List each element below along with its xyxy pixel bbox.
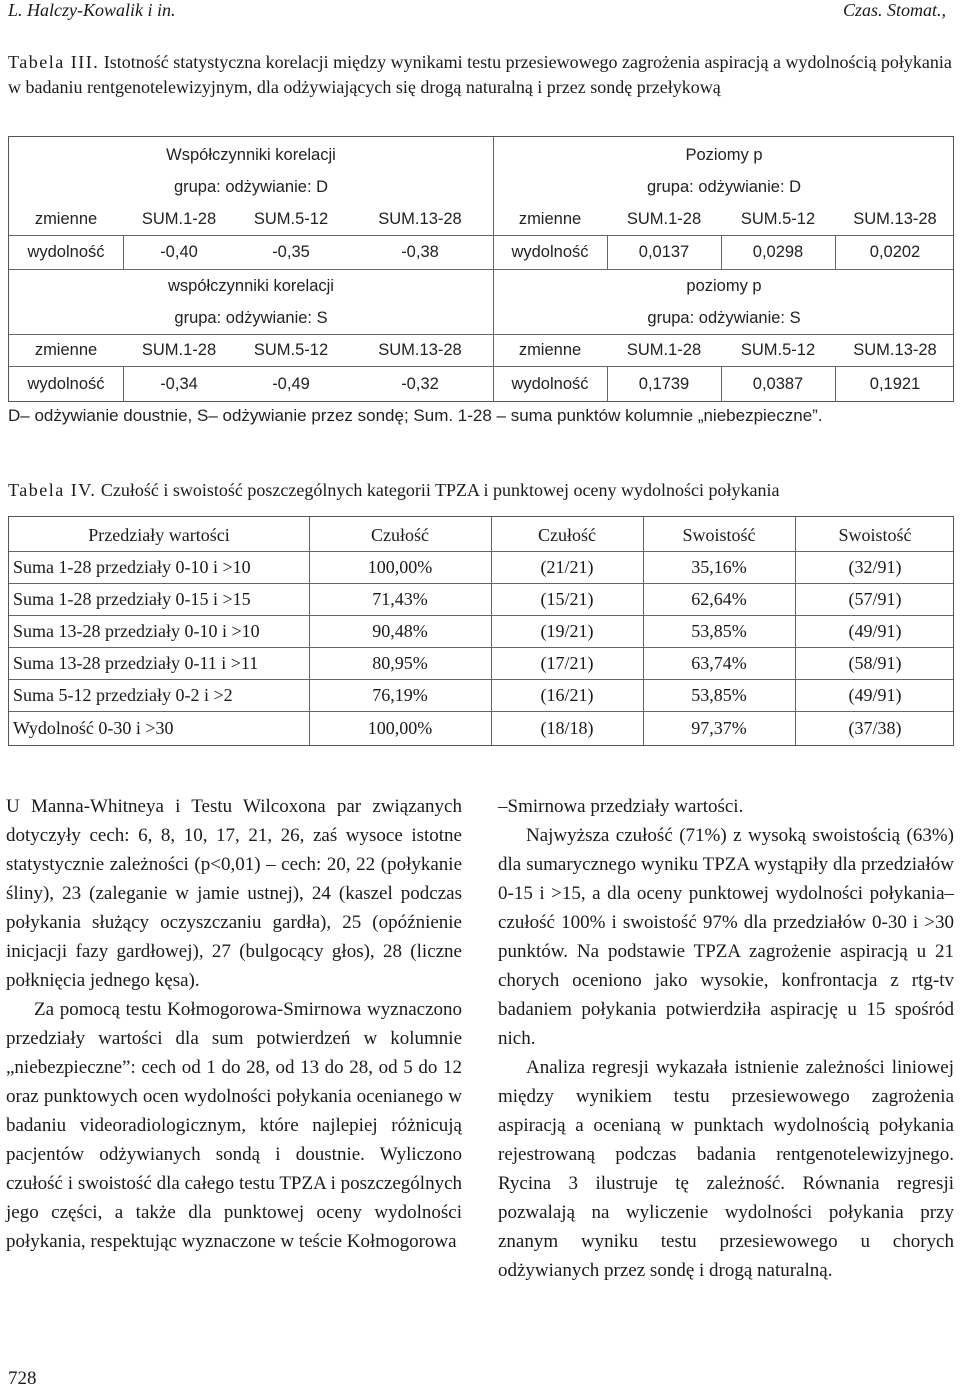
left-title-s: współczynniki korelacji	[168, 277, 334, 295]
row-label: Suma 1-28 przedziały 0-10 i >10	[13, 557, 251, 577]
table-cell: 90,48%	[372, 621, 428, 641]
row-label: wydolność	[27, 243, 105, 261]
col-header: zmienne	[518, 210, 582, 228]
header-authors: L. Halczy-Kowalik i in.	[8, 0, 176, 20]
table4-caption-label: Tabela IV.	[8, 480, 97, 500]
table4-caption	[8, 478, 954, 503]
table-cell: 0,0298	[752, 243, 804, 261]
col-header: SUM.1-28	[141, 210, 217, 228]
header-journal: Czas. Stomat.,	[842, 0, 946, 20]
table-cell: (57/91)	[848, 589, 902, 609]
table-cell: (21/21)	[540, 557, 594, 577]
col-header: SUM.13-28	[378, 341, 462, 359]
table-cell: -0,38	[401, 243, 439, 261]
table-cell: 62,64%	[691, 589, 747, 609]
table-cell: 0,0137	[638, 243, 690, 261]
table-cell: -0,40	[160, 243, 198, 261]
table-cell: (17/21)	[540, 653, 594, 673]
table-cell: (32/91)	[848, 557, 902, 577]
body-paragraph: Analiza regresji wykazała istnienie zależności liniowej między wynikiem testu przesiewowego zagrożenia aspiracją a ocenianą w punktach wydolnością połykania rejestrowaną podczas badania rentgenotelewizyjnego. Rycina 3 ilustruje tę zależność. Równania regresji pozwalają na wyliczenie wydolności połykania przy znanym wyniku testu przesiewowego u chorych odżywianych przez sondę i drogą naturalną.	[498, 1057, 954, 1281]
table-cell: -0,49	[272, 375, 310, 393]
group-label-d-right: grupa: odżywianie: D	[646, 178, 802, 196]
running-header	[8, 0, 946, 26]
col-header: Czułość	[371, 525, 429, 545]
table-cell: (19/21)	[540, 621, 594, 641]
row-label: wydolność	[511, 243, 589, 261]
row-label: wydolność	[511, 375, 589, 393]
row-label: Suma 1-28 przedziały 0-15 i >15	[13, 589, 251, 609]
table-cell: (49/91)	[848, 621, 902, 641]
row-label: Suma 5-12 przedziały 0-2 i >2	[13, 685, 233, 705]
body-column-left	[6, 792, 462, 1256]
col-header: zmienne	[34, 341, 98, 359]
table-cell: 100,00%	[367, 557, 433, 577]
col-header: zmienne	[34, 210, 98, 228]
page-number: 728	[8, 1368, 37, 1389]
table-cell: -0,34	[160, 375, 198, 393]
col-header: SUM.1-28	[626, 341, 702, 359]
table-cell: 63,74%	[691, 653, 747, 673]
col-header: SUM.5-12	[740, 210, 816, 228]
table-cell: 0,0202	[869, 243, 921, 261]
table-cell: (37/38)	[848, 718, 902, 738]
col-header: zmienne	[518, 341, 582, 359]
row-label: Suma 13-28 przedziały 0-10 i >10	[13, 621, 260, 641]
table-cell: -0,35	[272, 243, 310, 261]
table-cell: 76,19%	[372, 685, 428, 705]
table-cell: 71,43%	[372, 589, 428, 609]
col-header: SUM.5-12	[253, 341, 329, 359]
group-label-d-left: grupa: odżywianie: D	[173, 178, 329, 196]
col-header: SUM.5-12	[253, 210, 329, 228]
table-cell: (58/91)	[848, 653, 902, 673]
body-paragraph: Za pomocą testu Kołmogorowa-Smirnowa wyznaczono przedziały wartości dla sum potwierdzeń w kolumnie „niebezpieczne”: cech od 1 do 28, od 13 do 28, od 5 do 12 oraz punktowych ocen wydolności połykania ocenianego w badaniu videoradiologicznym, które najlepiej różnicują pacjentów odżywianych sondą i doustnie. Wyliczono czułość i swoistość dla całego testu TPZA i poszczególnych jego części, a także dla punktowej oceny wydolności połykania, respektując wyznaczone w teście Kołmogorowa	[6, 999, 462, 1252]
table-cell: 0,1739	[638, 375, 690, 393]
table-cell: (49/91)	[848, 685, 902, 705]
table-cell: (18/18)	[540, 718, 594, 738]
body-paragraph: –Smirnowa przedziały wartości.	[498, 796, 744, 817]
row-label: Wydolność 0-30 i >30	[13, 718, 174, 738]
col-header: SUM.13-28	[853, 210, 937, 228]
correlation-table	[8, 136, 954, 402]
col-header: Czułość	[538, 525, 596, 545]
table3-caption-label: Tabela III.	[8, 52, 100, 72]
body-paragraph: Najwyższa czułość (71%) z wysoką swoistością (63%) dla sumarycznego wyniku TPZA wystąpiły dla przedziałów 0-15 i >15, a dla oceny punktowej wydolności połykania– czułość 100% i swoistość 97% dla przedziałów 0-30 i >30 punktów. Na podstawie TPZA zagrożenie aspiracją u 21 chorych oceniono jako wysokie, konfrontacja z rtg-tv badaniem połykania potwierdziła aspirację u 15 spośród nich.	[498, 825, 954, 1049]
left-title-d: Współczynniki korelacji	[166, 146, 336, 164]
table-cell: 35,16%	[691, 557, 747, 577]
sensitivity-table	[8, 516, 954, 746]
body-column-right	[498, 792, 954, 1285]
table-cell: 0,0387	[752, 375, 804, 393]
table3-caption-text: Istotność statystyczna korelacji między wynikami testu przesiewowego zagrożenia aspiracją a wydolnością połykania w badaniu rentgenotelewizyjnym, dla odżywiających się drogą naturalną i przez sondę przełykową	[8, 52, 952, 97]
col-header: Swoistość	[682, 525, 756, 545]
table-cell: 97,37%	[691, 718, 747, 738]
row-label: Suma 13-28 przedziały 0-11 i >11	[13, 653, 259, 673]
group-label-s-left: grupa: odżywianie: S	[174, 309, 328, 327]
col-header: SUM.5-12	[740, 341, 816, 359]
table4-caption-text: Czułość i swoistość poszczególnych kategorii TPZA i punktowej oceny wydolności połykania	[100, 480, 780, 500]
table-cell: 53,85%	[691, 621, 747, 641]
table-cell: 0,1921	[869, 375, 921, 393]
col-header: SUM.1-28	[141, 341, 217, 359]
table3-caption	[8, 50, 954, 100]
table-cell: 80,95%	[372, 653, 428, 673]
row-label: wydolność	[27, 375, 105, 393]
col-header: SUM.13-28	[853, 341, 937, 359]
col-header: SUM.13-28	[378, 210, 462, 228]
body-paragraph: U Manna-Whitneya i Testu Wilcoxona par związanych dotyczyły cech: 6, 8, 10, 17, 21, 26, zaś wysoce istotne statystycznie zależności (p<0,01) – cech: 20, 22 (połykanie śliny), 23 (zaleganie w jamie ustnej), 24 (kaszel podczas połykania służący oczyszczaniu gardła), 25 (opóźnienie inicjacji fazy gardłowej), 27 (bulgocący głos), 28 (liczne połknięcia jednego kęsa).	[6, 796, 462, 991]
table-cell: (16/21)	[540, 685, 594, 705]
right-title-d: Poziomy p	[685, 146, 763, 164]
table-cell: (15/21)	[540, 589, 594, 609]
col-header: Swoistość	[838, 525, 912, 545]
table-cell: 53,85%	[691, 685, 747, 705]
col-header: SUM.1-28	[626, 210, 702, 228]
table-cell: -0,32	[401, 375, 439, 393]
table3-footnote: D– odżywianie doustnie, S– odżywianie przez sondę; Sum. 1-28 – suma punktów kolumnie „niebezpieczne”.	[8, 406, 823, 425]
col-header: Przedziały wartości	[88, 525, 230, 545]
right-title-s: poziomy p	[686, 277, 762, 295]
group-label-s-right: grupa: odżywianie: S	[647, 309, 801, 327]
table-cell: 100,00%	[367, 718, 433, 738]
